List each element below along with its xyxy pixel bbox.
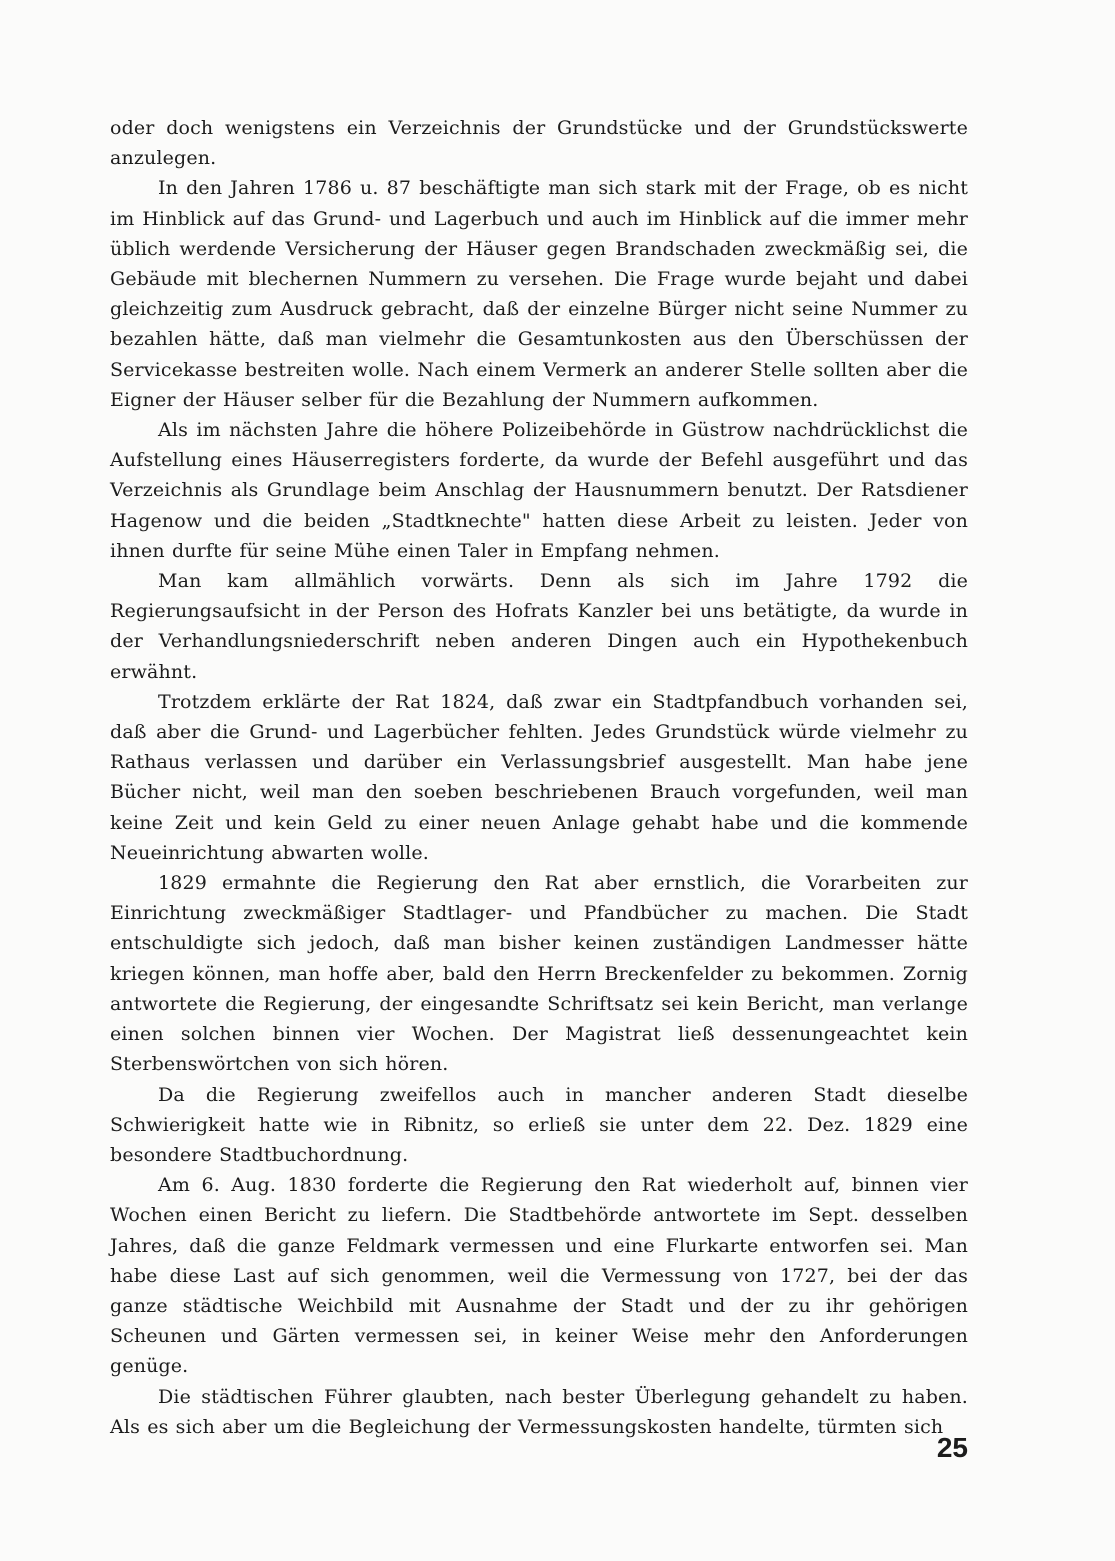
paragraph: oder doch wenigstens ein Verzeichnis der Grundstücke und der Grundstückswerte anzulegen.	[110, 117, 968, 170]
page-number: 25	[936, 1432, 968, 1463]
paragraph: Trotzdem erklärte der Rat 1824, daß zwar ein Stadtpfandbuch vorhanden sei, daß aber die Grund- und Lagerbücher fehlten. Jedes Grundstück würde vielmehr zu Rathaus verlassen und darüber ein Verlassungsbrief ausgestellt. Man habe jene Bücher nicht, weil man den soeben beschriebenen Brauch vorgefunden, weil man keine Zeit und kein Geld zu einer neuen Anlage gehabt habe und die kommende Neueinrichtung abwarten wolle.	[110, 690, 968, 864]
body-text	[110, 113, 968, 1442]
paragraph: Die städtischen Führer glaubten, nach bester Überlegung gehandelt zu haben. Als es sich aber um die Begleichung der Vermessungskosten handelte, türmten sich	[110, 1385, 968, 1438]
paragraph: 1829 ermahnte die Regierung den Rat aber ernstlich, die Vorarbeiten zur Einrichtung zweckmäßiger Stadtlager- und Pfandbücher zu machen. Die Stadt entschuldigte sich jedoch, daß man bisher keinen zuständigen Landmesser hätte kriegen können, man hoffe aber, bald den Herrn Breckenfelder zu bekommen. Zornig antwortete die Regierung, der eingesandte Schriftsatz sei kein Bericht, man verlange einen solchen binnen vier Wochen. Der Magistrat ließ dessenungeachtet kein Sterbenswörtchen von sich hören.	[110, 872, 968, 1076]
paragraph: Da die Regierung zweifellos auch in mancher anderen Stadt dieselbe Schwierigkeit hatte wie in Ribnitz, so erließ sie unter dem 22. Dez. 1829 eine besondere Stadtbuchordnung.	[110, 1083, 968, 1166]
paragraph: Am 6. Aug. 1830 forderte die Regierung den Rat wiederholt auf, binnen vier Wochen einen Bericht zu liefern. Die Stadtbehörde antwortete im Sept. desselben Jahres, daß die ganze Feldmark vermessen und eine Flurkarte entworfen sei. Man habe diese Last auf sich genommen, weil die Vermessung von 1727, bei der das ganze städtische Weichbild mit Ausnahme der Stadt und der zu ihr gehörigen Scheunen und Gärten vermessen sei, in keiner Weise mehr den Anforderungen genüge.	[110, 1174, 968, 1378]
paragraph: Als im nächsten Jahre die höhere Polizeibehörde in Güstrow nachdrücklichst die Aufstellung eines Häuserregisters forderte, da wurde der Befehl ausgeführt und das Verzeichnis als Grundlage beim Anschlag der Hausnummern benutzt. Der Ratsdiener Hagenow und die beiden „Stadtknechte" hatten diese Arbeit zu leisten. Jeder von ihnen durfte für seine Mühe einen Taler in Empfang nehmen.	[110, 419, 968, 562]
paragraph: Man kam allmählich vorwärts. Denn als sich im Jahre 1792 die Regierungsaufsicht in der Person des Hofrats Kanzler bei uns betätigte, da wurde in der Verhandlungsniederschrift neben anderen Dingen auch ein Hypothekenbuch erwähnt.	[110, 570, 968, 683]
paragraph: In den Jahren 1786 u. 87 beschäftigte man sich stark mit der Frage, ob es nicht im Hinblick auf das Grund- und Lagerbuch und auch im Hinblick auf die immer mehr üblich werdende Versicherung der Häuser gegen Brandschaden zweckmäßig sei, die Gebäude mit blechernen Nummern zu versehen. Die Frage wurde bejaht und dabei gleichzeitig zum Ausdruck gebracht, daß der einzelne Bürger nicht seine Nummer zu bezahlen hätte, daß man vielmehr die Gesamtunkosten aus den Überschüssen der Servicekasse bestreiten wolle. Nach einem Vermerk an anderer Stelle sollten aber die Eigner der Häuser selber für die Bezahlung der Nummern aufkommen.	[110, 177, 968, 411]
